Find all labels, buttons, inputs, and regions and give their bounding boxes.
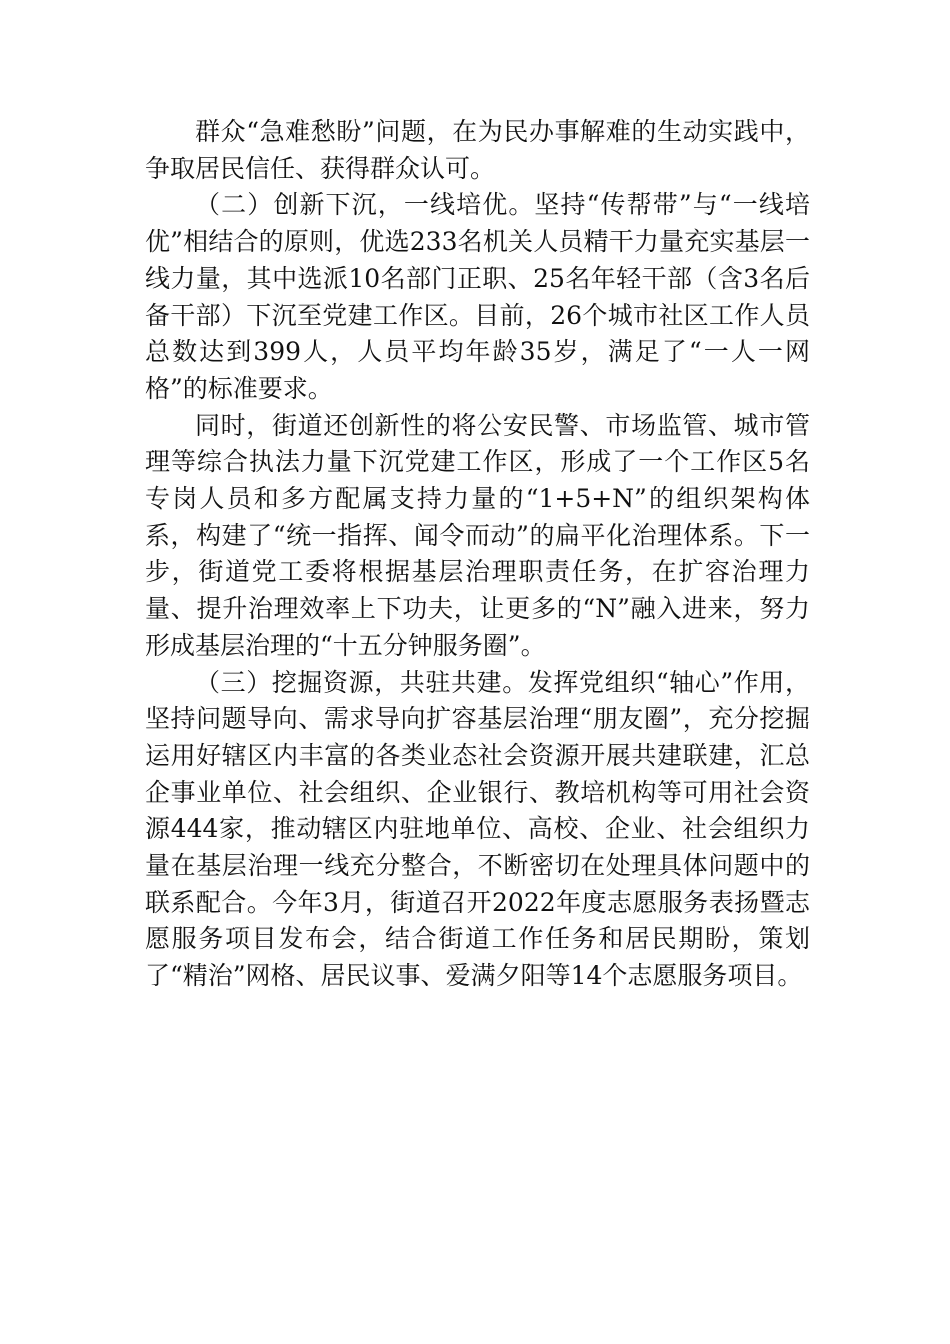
- paragraph-innovation-sinking: （二）创新下沉，一线培优。坚持“传帮带”与“一线培优”相结合的原则，优选233名机关人员精干力量充实基层一线力量，其中选派10名部门正职、25名年轻干部（含3名后备干部）下沉至党建工作区。目前，26个城市社区工作人员总数达到399人，人员平均年龄35岁，满足了“一人一网格”的标准要求。: [145, 190, 810, 403]
- document-body: [145, 114, 810, 995]
- paragraph-resources: （三）挖掘资源，共驻共建。发挥党组织“轴心”作用，坚持问题导向、需求导向扩容基层治理“朋友圈”，充分挖掘运用好辖区内丰富的各类业态社会资源开展共建联建，汇总企事业单位、社会组织、企业银行、教培机构等可用社会资源444家，推动辖区内驻地单位、高校、企业、社会组织力量在基层治理一线充分整合，不断密切在处理具体问题中的联系配合。今年3月，街道召开2022年度志愿服务表扬暨志愿服务项目发布会，结合街道工作任务和居民期盼，策划了“精治”网格、居民议事、爱满夕阳等14个志愿服务项目。: [145, 667, 810, 991]
- paragraph-meanwhile: 同时，街道还创新性的将公安民警、市场监管、城市管理等综合执法力量下沉党建工作区，形成了一个工作区5名专岗人员和多方配属支持力量的“1+5+N”的组织架构体系，构建了“统一指挥、闻令而动”的扁平化治理体系。下一步，街道党工委将根据基层治理职责任务，在扩容治理力量、提升治理效率上下功夫，让更多的“N”融入进来，努力形成基层治理的“十五分钟服务圈”。: [145, 410, 810, 660]
- paragraph-continuation: 群众“急难愁盼”问题，在为民办事解难的生动实践中，争取居民信任、获得群众认可。: [145, 117, 810, 183]
